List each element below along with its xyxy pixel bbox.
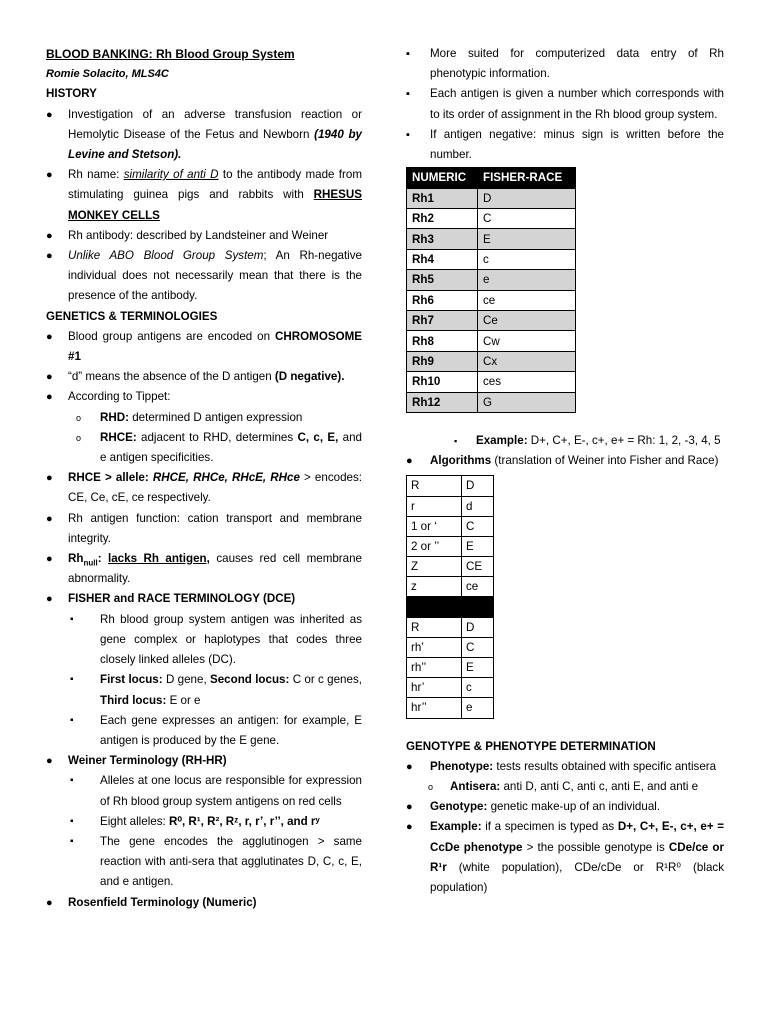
- weiner-cell: 2 or ’’: [407, 536, 462, 556]
- table-row: [407, 617, 494, 637]
- fisher-race-cell: e: [478, 270, 576, 290]
- bullet-icon: ●: [46, 553, 53, 566]
- table-row: [407, 372, 576, 392]
- author-line: Romie Solacito, MLS4C: [46, 68, 169, 81]
- numeric-cell: Rh12: [407, 392, 478, 412]
- weiner-cell: 1 or ‘: [407, 516, 462, 536]
- numeric-cell: Rh5: [407, 270, 478, 290]
- history-item-1: ● Investigation of an adverse transfusion reaction or Hemolytic Disease of the Fetus and Newborn (1940 by Levine and Stetson).: [46, 105, 362, 166]
- weiner-cell: r: [407, 496, 462, 516]
- rosenfield-item-3: ▪ If antigen negative: minus sign is written before the number.: [406, 125, 724, 165]
- table-row: [407, 392, 576, 412]
- genetics-item-weiner: ● Weiner Terminology (RH-HR): [46, 751, 362, 771]
- fisher-race-cell: c: [478, 249, 576, 269]
- weiner-item-3: ▪ The gene encodes the agglutinogen > same reaction with anti-sera that agglutinates D, C, c, E, and e antigen.: [46, 832, 362, 893]
- fisher-race-cell: d: [462, 496, 494, 516]
- algorithm-table: [406, 475, 494, 718]
- bullet-icon: ●: [46, 330, 53, 343]
- table-row: [407, 290, 576, 310]
- weiner-cell: hr’: [407, 678, 462, 698]
- numeric-cell: Rh2: [407, 209, 478, 229]
- bullet-icon: ●: [46, 371, 53, 384]
- genotype-example-item: ● Example: if a specimen is typed as D+, C+, E-, c+, e+ = CcDe phenotype > the possible genotype is CDe/ce or R¹r (white population), CDe/cDe or R¹R⁰ (black population): [406, 817, 724, 898]
- bullet-icon: ●: [46, 593, 53, 606]
- bullet-icon: ●: [46, 108, 53, 121]
- table-row: [407, 270, 576, 290]
- numeric-cell: Rh7: [407, 310, 478, 330]
- genotype-item: ● Genotype: genetic make-up of an individual.: [406, 797, 724, 817]
- table-header-row: [407, 168, 576, 188]
- table-row: [407, 331, 576, 351]
- antisera-item: o Antisera: anti D, anti C, anti c, anti E, and anti e: [406, 777, 724, 797]
- bullet-icon: ●: [46, 755, 53, 768]
- weiner-item-2: ▪ Eight alleles: R⁰, R¹, R², Rᶻ, r, r’, r’’, and rʸ: [46, 812, 362, 832]
- table-row: [407, 637, 494, 657]
- table-row: [407, 229, 576, 249]
- genetics-item-4: ● RHCE > allele: RHCE, RHCe, RHcE, RHce > encodes: CE, Ce, cE, ce respectively.: [46, 468, 362, 508]
- history-item-2: ● Rh name: similarity of anti D to the antibody made from stimulating guinea pigs and rabbits with RHESUS MONKEY CELLS: [46, 165, 362, 226]
- bullet-icon: ●: [406, 760, 413, 773]
- square-bullet-icon: ▪: [406, 48, 410, 60]
- square-bullet-icon: ▪: [70, 835, 74, 847]
- circle-bullet-icon: o: [76, 432, 82, 443]
- weiner-cell: hr’’: [407, 698, 462, 718]
- fisher-race-cell: G: [478, 392, 576, 412]
- table-header-cell: NUMERIC: [407, 168, 478, 188]
- right-column: [406, 44, 724, 898]
- separator-row: [407, 597, 494, 617]
- bullet-icon: ●: [46, 250, 53, 263]
- table-row: [407, 310, 576, 330]
- table-row: [407, 351, 576, 371]
- fisher-race-cell: C: [462, 637, 494, 657]
- square-bullet-icon: ▪: [406, 88, 410, 101]
- table-row: [407, 658, 494, 678]
- square-bullet-icon: ▪: [70, 775, 74, 787]
- circle-bullet-icon: o: [76, 412, 82, 423]
- bullet-icon: ●: [406, 455, 413, 468]
- fisher-race-cell: Cx: [478, 351, 576, 371]
- table-row: [407, 188, 576, 208]
- fisher-race-cell: CE: [462, 557, 494, 577]
- table-row: [407, 516, 494, 536]
- weiner-item-1: ▪ Alleles at one locus are responsible for expression of Rh blood group system antigens on red cells: [46, 771, 362, 811]
- square-bullet-icon: ▪: [70, 815, 74, 827]
- fisher-item-2: ▪ First locus: D gene, Second locus: C or c genes, Third locus: E or e: [46, 670, 362, 710]
- square-bullet-icon: ▪: [406, 128, 410, 141]
- separator-cell: [462, 597, 494, 617]
- tippet-item-rhce: o RHCE: adjacent to RHD, determines C, c, E, and e antigen specificities.: [46, 428, 362, 468]
- square-bullet-icon: ▪: [70, 714, 74, 726]
- left-column: [46, 44, 362, 913]
- fisher-race-cell: E: [478, 229, 576, 249]
- square-bullet-icon: ▪: [70, 674, 74, 686]
- weiner-cell: rh’’: [407, 658, 462, 678]
- bullet-icon: ●: [406, 801, 413, 814]
- weiner-cell: R: [407, 476, 462, 496]
- genetics-item-6: ● $Rh_{null}$: lacks Rh antigen, causes red cell membrane abnormality.: [46, 549, 362, 589]
- fisher-race-cell: Ce: [478, 310, 576, 330]
- numeric-cell: Rh4: [407, 249, 478, 269]
- fisher-item-3: ▪ Each gene expresses an antigen: for example, E antigen is produced by the E gene.: [46, 711, 362, 751]
- rosenfield-item-1: ▪ More suited for computerized data entry of Rh phenotypic information.: [406, 44, 724, 84]
- fisher-race-cell: ce: [478, 290, 576, 310]
- weiner-cell: R: [407, 617, 462, 637]
- genetics-item-1: ● Blood group antigens are encoded on CHROMOSOME #1: [46, 327, 362, 367]
- weiner-cell: Z: [407, 557, 462, 577]
- genotype-heading: GENOTYPE & PHENOTYPE DETERMINATION: [406, 739, 656, 753]
- genetics-item-rosenfield: ● Rosenfield Terminology (Numeric): [46, 893, 362, 913]
- weiner-cell: z: [407, 577, 462, 597]
- document-title: BLOOD BANKING: Rh Blood Group System: [46, 47, 295, 61]
- table-row: [407, 249, 576, 269]
- history-item-4: ● Unlike ABO Blood Group System; An Rh-negative individual does not necessarily mean that there is the presence of the antibody.: [46, 246, 362, 307]
- fisher-race-cell: D: [478, 188, 576, 208]
- bullet-icon: ●: [46, 229, 53, 242]
- fisher-race-cell: C: [478, 209, 576, 229]
- fisher-race-cell: ce: [462, 577, 494, 597]
- numeric-fisher-race-table: [406, 167, 576, 413]
- numeric-cell: Rh3: [407, 229, 478, 249]
- table-row: [407, 557, 494, 577]
- fisher-race-cell: ces: [478, 372, 576, 392]
- table-row: [407, 577, 494, 597]
- rosenfield-item-2: ▪ Each antigen is given a number which corresponds with to its order of assignment in the Rh blood group system.: [406, 84, 724, 124]
- fisher-race-cell: C: [462, 516, 494, 536]
- numeric-cell: Rh8: [407, 331, 478, 351]
- numeric-cell: Rh9: [407, 351, 478, 371]
- table-row: [407, 496, 494, 516]
- fisher-race-cell: D: [462, 617, 494, 637]
- genetics-heading: GENETICS & TERMINOLOGIES: [46, 309, 218, 323]
- algorithms-item: ● Algorithms (translation of Weiner into Fisher and Race): [406, 451, 724, 471]
- numeric-cell: Rh10: [407, 372, 478, 392]
- genetics-item-fisher: ● FISHER and RACE TERMINOLOGY (DCE): [46, 589, 362, 609]
- phenotype-item: ● Phenotype: tests results obtained with specific antisera: [406, 757, 724, 777]
- table-row: [407, 209, 576, 229]
- table-row: [407, 678, 494, 698]
- square-bullet-icon: ▪: [454, 435, 458, 446]
- bullet-icon: ●: [46, 896, 53, 909]
- table-header-cell: FISHER-RACE: [478, 168, 576, 188]
- bullet-icon: ●: [46, 512, 53, 525]
- square-bullet-icon: ▪: [70, 613, 74, 625]
- table-row: [407, 698, 494, 718]
- fisher-race-cell: e: [462, 698, 494, 718]
- circle-bullet-icon: o: [428, 781, 434, 792]
- fisher-race-cell: E: [462, 536, 494, 556]
- history-item-3: ● Rh antibody: described by Landsteiner and Weiner: [46, 226, 362, 246]
- weiner-cell: rh’: [407, 637, 462, 657]
- genetics-item-2: ● “d” means the absence of the D antigen (D negative).: [46, 367, 362, 387]
- bullet-icon: ●: [46, 391, 53, 404]
- genetics-item-3: ● According to Tippet:: [46, 387, 362, 407]
- numeric-cell: Rh1: [407, 188, 478, 208]
- example-line: ▪ Example: D+, C+, E-, c+, e+ = Rh: 1, 2, -3, 4, 5: [406, 431, 724, 451]
- fisher-item-1: ▪ Rh blood group system antigen was inherited as gene complex or haplotypes that codes three closely linked alleles (DC).: [46, 610, 362, 671]
- numeric-cell: Rh6: [407, 290, 478, 310]
- fisher-race-cell: D: [462, 476, 494, 496]
- fisher-race-cell: E: [462, 658, 494, 678]
- separator-cell: [407, 597, 462, 617]
- fisher-race-cell: c: [462, 678, 494, 698]
- bullet-icon: ●: [46, 169, 53, 182]
- bullet-icon: ●: [406, 821, 413, 834]
- table-row: [407, 536, 494, 556]
- tippet-item-rhd: o RHD: determined D antigen expression: [46, 408, 362, 428]
- genetics-item-5: ● Rh antigen function: cation transport and membrane integrity.: [46, 509, 362, 549]
- history-heading: HISTORY: [46, 87, 97, 101]
- bullet-icon: ●: [46, 472, 53, 485]
- fisher-race-cell: Cw: [478, 331, 576, 351]
- table-row: [407, 476, 494, 496]
